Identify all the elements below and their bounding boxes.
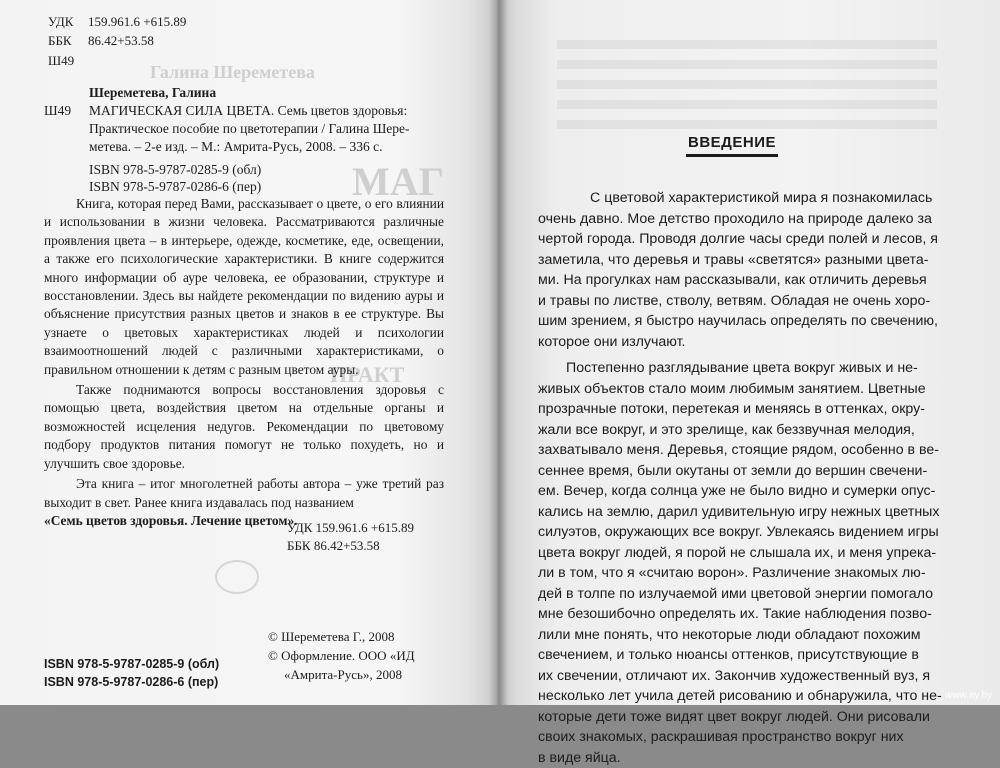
previous-title: «Семь цветов здоровья. Лечение цветом». — [44, 512, 444, 530]
bottom-isbn-line: ISBN 978-5-9787-0285-9 (обл) — [44, 656, 219, 672]
udk-label: УДК — [48, 14, 88, 30]
copyright-line: © Оформление. ООО «ИД — [268, 647, 415, 665]
show-through-author: Галина Шереметева — [150, 62, 315, 83]
catalog-entry-line: Практическое пособие по цветотерапии / Галина Шере- — [89, 120, 410, 137]
text-line: Постепенно разглядывание цвета вокруг живых и не- — [538, 358, 963, 379]
annotation-paragraph: Книга, которая перед Вами, рассказывает о цвете, о его влиянии и использовании в жизни человека. Рассматриваются различные проявления цвета – в интерьере, одежде, косметике, еде, освещении, а также его психологические характеристики. В книге содержится много информации об ауре человека, ее образовании, структуре и восстановлении. Здесь вы найдете рекомендации по видению ауры и объяснение присутствия разных цветов и знаков в ее структуре. Вы узнаете о цветовых характеристиках людей и психологии взаимоотношений людей с различными характеристиками, о правильном отношении к детям с разным цветом ауры. — [44, 195, 444, 379]
show-through-text — [557, 40, 937, 130]
author-mark: Ш49 — [48, 53, 74, 69]
text-line: лили мне понять, что некоторые люди обладают похожим — [538, 625, 963, 646]
text-line: шим зрением, я быстро научилась определять по свечению, — [538, 311, 963, 332]
chapter-heading: ВВЕДЕНИЕ — [686, 134, 778, 157]
udk-line — [48, 14, 186, 30]
text-line: которые дети тоже видят цвет вокруг людей. Они рисовали — [538, 707, 963, 728]
text-line: жали все вокруг, и это зрелище, как беззвучная мелодия, — [538, 420, 963, 441]
udk-value: 159.961.6 +615.89 — [88, 14, 186, 29]
footer-bbk: ББК 86.42+53.58 — [287, 538, 380, 554]
bbk-label: ББК — [48, 33, 88, 49]
isbn-line: ISBN 978-5-9787-0285-9 (обл) — [89, 161, 261, 178]
text-line: и травы по листве, стволу, ветвям. Обладая не очень хоро- — [538, 291, 963, 312]
text-line: кались на землю, дарил удивительную игру нежных цветных — [538, 502, 963, 523]
bbk-value: 86.42+53.58 — [88, 33, 154, 48]
text-line: силуэтов, окружающих все вокруг. Увлекаясь видением игры — [538, 522, 963, 543]
text-line: С цветовой характеристикой мира я познакомилась — [538, 188, 963, 209]
text-line: ли в том, что я «считаю ворон». Различение знакомых лю- — [538, 563, 963, 584]
copyright-line: «Амрита-Русь», 2008 — [284, 666, 402, 684]
text-line: захватывало меня. Деревья, стоящие рядом, особенно в ве- — [538, 440, 963, 461]
catalog-entry-line: метева. – 2-е изд. – М.: Амрита-Русь, 2008. – 336 с. — [89, 138, 383, 155]
text-line: ми. На прогулках нам рассказывали, как отличить деревья — [538, 270, 963, 291]
text-line: ем. Вечер, когда солнца уже не было видно и сумерки опус- — [538, 481, 963, 502]
show-through-logo — [215, 560, 259, 594]
copyright-line: © Шереметева Г., 2008 — [268, 628, 395, 646]
isbn-line: ISBN 978-5-9787-0286-6 (пер) — [89, 178, 261, 195]
text-line: их свечении, отличают их. Закончив художественный вуз, я — [538, 666, 963, 687]
annotation-paragraph: Также поднимаются вопросы восстановления здоровья с помощью цвета, воздействия цветом на отдельные органы и возможностей исцеления недугов. Рекомендации по цветовому подбору продуктов питания помогут не только похудеть, но и улучшить свое здоровье. — [44, 381, 444, 473]
left-page — [0, 0, 497, 705]
entry-mark: Ш49 — [44, 102, 71, 119]
text-line: сеннее время, были окутаны от земли до вершин свечени- — [538, 461, 963, 482]
annotation-paragraph: Эта книга – итог многолетней работы автора – уже третий раз выходит в свет. Ранее книга издавалась под названием — [44, 475, 444, 512]
site-watermark: www.ay.by — [945, 690, 992, 701]
footer-udk: УДК 159.961.6 +615.89 — [287, 520, 414, 536]
chapter-body — [538, 188, 963, 768]
text-line: в виде яйца. — [538, 748, 963, 768]
text-line: которое они излучают. — [538, 332, 963, 353]
book-gutter — [488, 0, 508, 705]
text-line: дей в толпе по излучаемой ими цветовой энергии помогало — [538, 584, 963, 605]
annotation — [44, 195, 444, 530]
show-through-subtitle: ПРАКТ — [330, 362, 404, 388]
show-through-title: МАГ — [352, 158, 444, 205]
catalog-entry-line: МАГИЧЕСКАЯ СИЛА ЦВЕТА. Семь цветов здоровья: — [89, 102, 407, 119]
text-line: несколько лет учила детей рисованию и обнаружила, что не- — [538, 686, 963, 707]
text-line: свечением, и только нюансы оттенков, присутствующие в — [538, 645, 963, 666]
text-line: цвета вокруг людей, я порой не слышала их, и меня упрека- — [538, 543, 963, 564]
text-line: мне безошибочно определять их. Такие наблюдения позво- — [538, 604, 963, 625]
author-line: Шереметева, Галина — [89, 84, 216, 101]
text-line: живых объектов стало моим любимым занятием. Цветные — [538, 379, 963, 400]
text-line: очень давно. Мое детство проходило на природе далеко за — [538, 209, 963, 230]
bottom-isbn-line: ISBN 978-5-9787-0286-6 (пер) — [44, 674, 218, 690]
text-line: своих знакомых, раскрашивая пространство вокруг них — [538, 727, 963, 748]
bbk-line — [48, 33, 154, 49]
text-line: прозрачные потоки, перетекая и меняясь в оттенках, окру- — [538, 399, 963, 420]
text-line: чертой города. Проводя долгие часы среди полей и лесов, я — [538, 229, 963, 250]
text-line: заметила, что деревья и травы «светятся» разными цвета- — [538, 250, 963, 271]
